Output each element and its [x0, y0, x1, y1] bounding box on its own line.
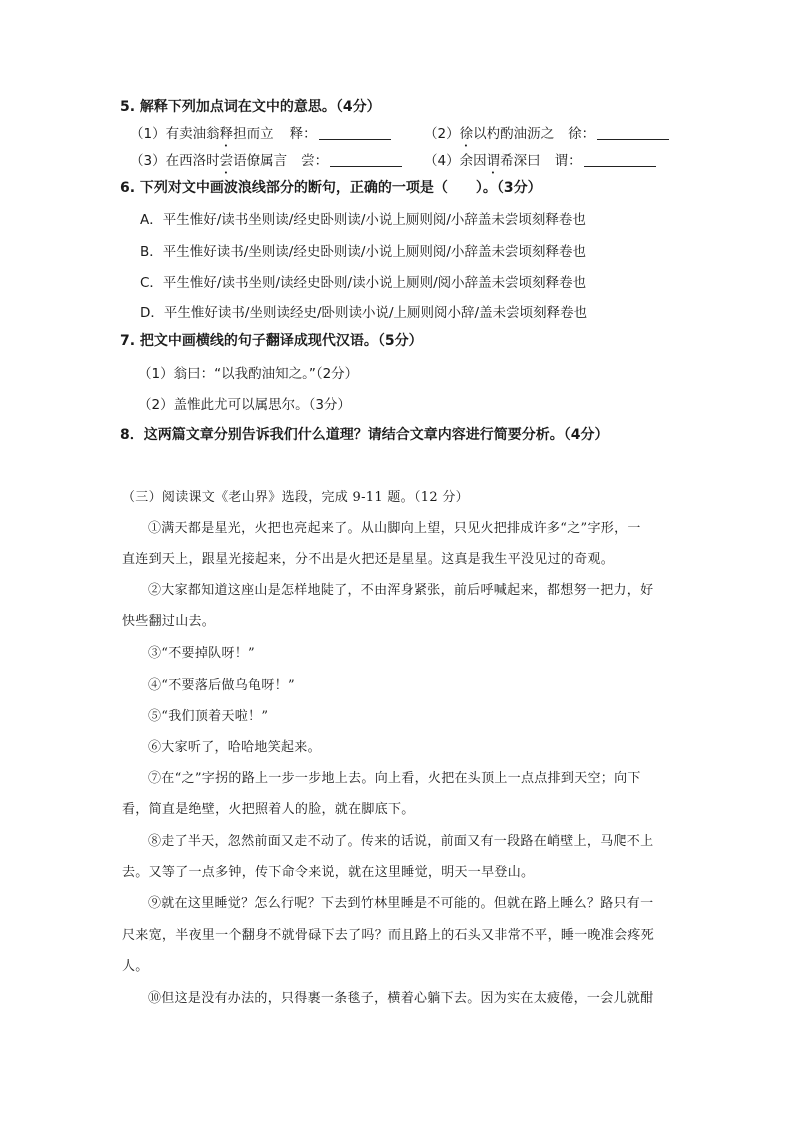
- section3-heading: （三）阅读课文《老山界》选段，完成 9-11 题。（12 分）: [122, 490, 469, 505]
- answer-blank[interactable]: [584, 152, 656, 167]
- q6-option-c[interactable]: C．平生惟好/读书坐则/读经史卧则/读小说上厕则/阅小辞盖未尝顷刻释卷也: [140, 275, 587, 291]
- q7-item-2: （2）盖惟此尤可以属思尔。（3分）: [138, 397, 351, 413]
- passage-line: ②大家都知道这座山是怎样地陡了，不由浑身紧张，前后呼喊起来，都想努一把力，好: [148, 583, 654, 598]
- q5-item-1: （1）有卖油翁释担而立 释：: [130, 125, 391, 150]
- passage-line: ⑨就在这里睡觉？怎么行呢？下去到竹林里睡是不可能的。但就在路上睡么？路只有一: [148, 896, 654, 911]
- passage-line: 尺来宽，半夜里一个翻身不就骨碌下去了吗？而且路上的石头又非常不平，睡一晚准会疼死: [122, 928, 655, 943]
- emphasized-word: 徐: [459, 126, 474, 142]
- emphasized-word: 尝: [219, 153, 234, 169]
- q5-item-3: （3）在西洛时尝语僚属言 尝：: [130, 152, 402, 177]
- q6-option-b[interactable]: B．平生惟好读书/坐则读/经史卧则读/小说上厕则阅/小辞盖未尝顷刻释卷也: [140, 244, 586, 260]
- passage-line: ⑥大家听了，哈哈地笑起来。: [148, 740, 321, 755]
- q5-item-2: （2）徐以杓酌油沥之 徐：: [424, 125, 669, 150]
- passage-line: 直连到天上，跟星光接起来，分不出是火把还是星星。这真是我生平没见过的奇观。: [122, 552, 615, 567]
- passage-line: ⑩但这是没有办法的，只得裹一条毯子，横着心躺下去。因为实在太疲倦，一会儿就酣: [148, 991, 654, 1006]
- answer-blank[interactable]: [597, 125, 669, 140]
- emphasized-word: 释: [219, 126, 234, 142]
- passage-line: 看，简直是绝壁，火把照着人的脸，就在脚底下。: [122, 802, 415, 817]
- passage-line: 去。又等了一点多钟，传下命令来说，就在这里睡觉，明天一早登山。: [122, 865, 535, 880]
- passage-line: ⑦在“之”字拐的路上一步一步地上去。向上看，火把在头顶上一点点排到天空；向下: [148, 771, 641, 786]
- q5-item-4: （4）余因谓希深曰 谓：: [424, 152, 656, 177]
- passage-line: 人。: [122, 959, 149, 974]
- answer-blank[interactable]: [330, 152, 402, 167]
- q7-item-1: （1）翁曰：“以我酌油知之。”（2分）: [138, 366, 359, 382]
- passage-line: 快些翻过山去。: [122, 614, 216, 629]
- answer-blank[interactable]: [319, 125, 391, 140]
- q6-option-a[interactable]: A．平生惟好/读书坐则读/经史卧则读/小说上厕则阅/小辞盖未尝顷刻释卷也: [140, 212, 586, 228]
- q6-heading: 6. 下列对文中画波浪线部分的断句，正确的一项是（ ）。（3分）: [120, 180, 542, 196]
- passage-line: ④“不要落后做乌龟呀！”: [148, 678, 295, 693]
- passage-line: ③“不要掉队呀！”: [148, 646, 255, 661]
- q6-option-d[interactable]: D．平生惟好读书/坐则读经史/卧则读小说/上厕则阅小辞/盖未尝顷刻释卷也: [140, 305, 588, 321]
- q5-heading: 5. 解释下列加点词在文中的意思。（4分）: [120, 99, 381, 115]
- emphasized-word: 谓: [486, 153, 501, 169]
- passage-line: ⑤“我们顶着天啦！”: [148, 709, 269, 724]
- passage-line: ①满天都是星光，火把也亮起来了。从山脚向上望，只见火把排成许多“之”字形，一: [148, 521, 641, 536]
- q7-heading: 7. 把文中画横线的句子翻译成现代汉语。（5分）: [120, 333, 423, 349]
- passage-line: ⑧走了半天，忽然前面又走不动了。传来的话说，前面又有一段路在峭壁上，马爬不上: [148, 834, 654, 849]
- q8-heading: 8．这两篇文章分别告诉我们什么道理？请结合文章内容进行简要分析。（4分）: [120, 427, 609, 443]
